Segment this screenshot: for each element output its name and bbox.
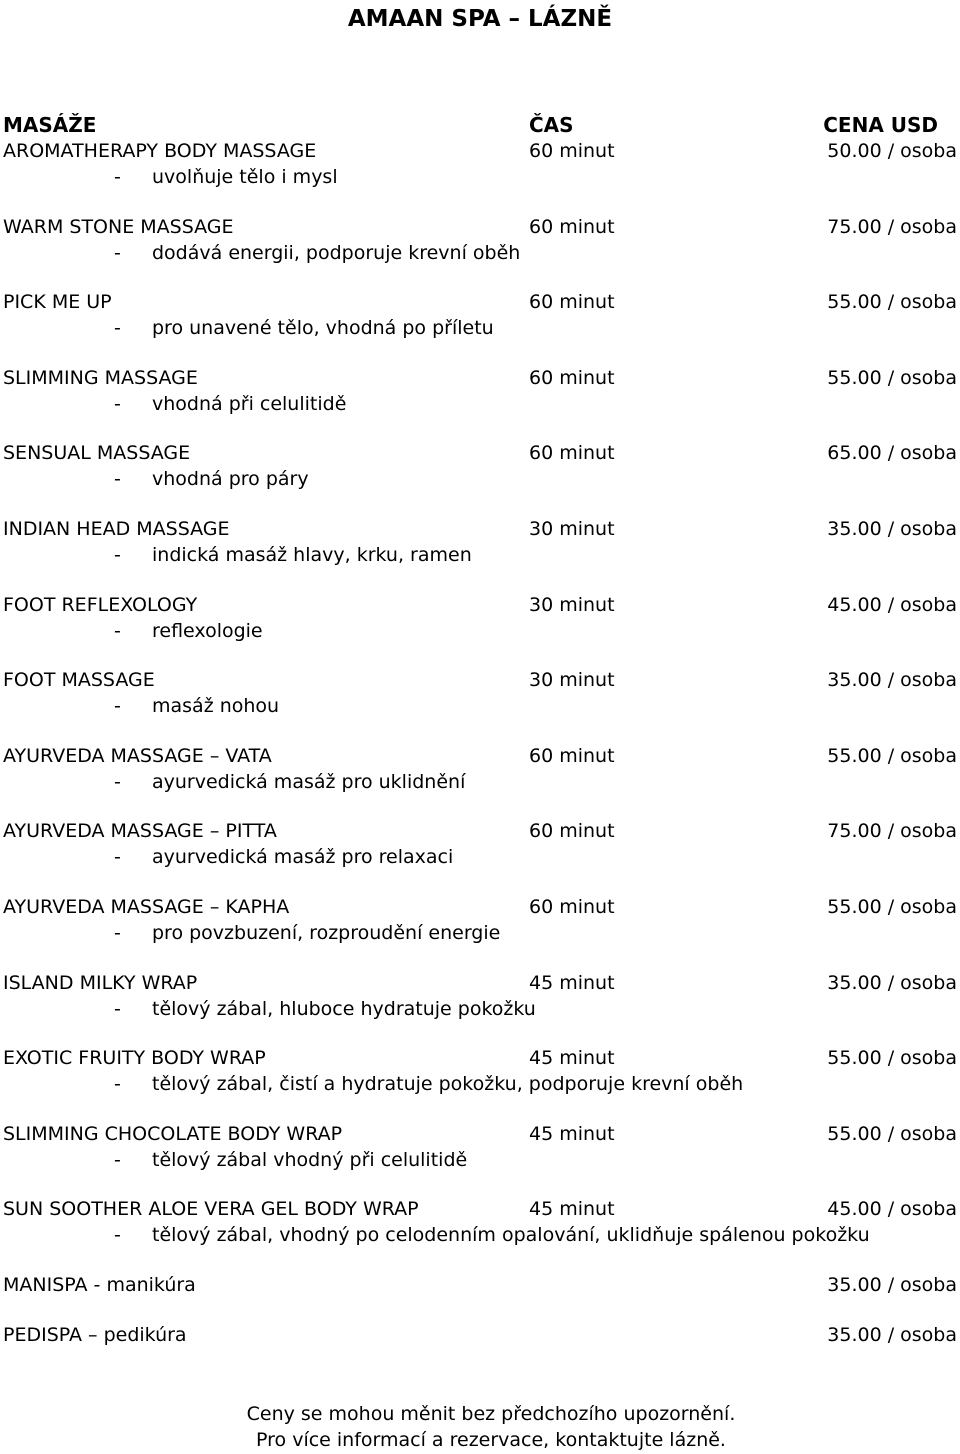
- service-line: [0, 440, 960, 466]
- service-price: 45.00 / osoba: [827, 1198, 957, 1221]
- service-price: 75.00 / osoba: [827, 820, 957, 843]
- service-price: 50.00 / osoba: [827, 140, 957, 162]
- list-item: [0, 592, 960, 668]
- service-price: 45.00 / osoba: [827, 593, 957, 616]
- service-line: [0, 289, 960, 315]
- service-line: [0, 1121, 960, 1147]
- service-description: [0, 1147, 960, 1173]
- list-item: [0, 214, 960, 290]
- service-name: FOOT MASSAGE: [3, 669, 155, 692]
- service-duration: 60 minut: [529, 291, 615, 314]
- service-description: [0, 1222, 960, 1248]
- service-price: 35.00 / osoba: [827, 1273, 957, 1296]
- service-price: 35.00 / osoba: [827, 517, 957, 540]
- service-duration: 45 minut: [529, 1047, 615, 1070]
- service-line: [0, 1322, 960, 1348]
- service-price: 35.00 / osoba: [827, 1323, 957, 1346]
- service-description: [0, 844, 960, 870]
- service-price: 35.00 / osoba: [827, 971, 957, 994]
- service-description: [0, 1071, 960, 1097]
- bullet-dash: -: [114, 1073, 121, 1096]
- bullet-dash: -: [114, 166, 121, 188]
- service-line: [0, 743, 960, 769]
- service-duration: 60 minut: [529, 895, 615, 918]
- service-duration: 45 minut: [529, 971, 615, 994]
- service-price: 35.00 / osoba: [827, 669, 957, 692]
- list-item: [0, 818, 960, 894]
- header-time: ČAS: [529, 113, 574, 137]
- service-description: [0, 769, 960, 795]
- service-name: SLIMMING CHOCOLATE BODY WRAP: [3, 1122, 343, 1145]
- bullet-dash: -: [114, 317, 121, 340]
- service-name: PEDISPA – pedikúra: [3, 1323, 187, 1346]
- bullet-dash: -: [114, 1224, 121, 1247]
- description-text: ayurvedická masáž pro relaxaci: [152, 846, 454, 869]
- list-item: [0, 1121, 960, 1197]
- list-item: [0, 365, 960, 441]
- bullet-dash: -: [114, 241, 121, 264]
- list-item: [0, 1322, 960, 1372]
- service-duration: 60 minut: [529, 366, 615, 389]
- bullet-dash: -: [114, 997, 121, 1020]
- description-text: tělový zábal, hluboce hydratuje pokožku: [152, 997, 536, 1020]
- service-line: [0, 138, 960, 164]
- bullet-dash: -: [114, 695, 121, 718]
- service-price: 65.00 / osoba: [827, 442, 957, 465]
- service-name: AYURVEDA MASSAGE – PITTA: [3, 820, 277, 843]
- service-price: 55.00 / osoba: [827, 1122, 957, 1145]
- list-item: [0, 516, 960, 592]
- service-duration: 60 minut: [529, 820, 615, 843]
- description-text: reflexologie: [152, 619, 263, 642]
- service-duration: 30 minut: [529, 593, 615, 616]
- service-line: [0, 365, 960, 391]
- service-name: AYURVEDA MASSAGE – VATA: [3, 744, 272, 767]
- description-text: vhodná pro páry: [152, 468, 309, 491]
- bullet-dash: -: [114, 1148, 121, 1171]
- service-line: [0, 516, 960, 542]
- service-line: [0, 592, 960, 618]
- service-description: [0, 693, 960, 719]
- description-text: masáž nohou: [152, 695, 280, 718]
- bullet-dash: -: [114, 619, 121, 642]
- description-text: uvolňuje tělo i mysl: [152, 166, 338, 188]
- service-line: [0, 894, 960, 920]
- service-description: [0, 542, 960, 568]
- service-line: [0, 1196, 960, 1222]
- service-name: AYURVEDA MASSAGE – KAPHA: [3, 895, 290, 918]
- header-price: CENA USD: [823, 113, 938, 137]
- service-name: SUN SOOTHER ALOE VERA GEL BODY WRAP: [3, 1198, 419, 1221]
- service-duration: 30 minut: [529, 517, 615, 540]
- description-text: tělový zábal, vhodný po celodenním opalování, uklidňuje spálenou pokožku: [152, 1224, 870, 1247]
- footer-line-1: Ceny se mohou měnit bez předchozího upozornění.: [246, 1403, 736, 1425]
- service-name: PICK ME UP: [3, 291, 112, 314]
- list-item: [0, 440, 960, 516]
- service-line: [0, 214, 960, 240]
- list-item: [0, 138, 960, 214]
- service-price: 55.00 / osoba: [827, 291, 957, 314]
- bullet-dash: -: [114, 921, 121, 944]
- description-text: ayurvedická masáž pro uklidnění: [152, 770, 466, 793]
- service-price: 55.00 / osoba: [827, 744, 957, 767]
- service-description: [0, 996, 960, 1022]
- description-text: pro povzbuzení, rozproudění energie: [152, 921, 501, 944]
- list-item: [0, 667, 960, 743]
- description-text: vhodná při celulitidě: [152, 392, 347, 415]
- service-name: MANISPA - manikúra: [3, 1273, 196, 1296]
- list-item: [0, 894, 960, 970]
- service-description: [0, 240, 960, 266]
- service-duration: 60 minut: [529, 215, 615, 238]
- service-name: WARM STONE MASSAGE: [3, 215, 234, 238]
- service-duration: 45 minut: [529, 1198, 615, 1221]
- description-text: tělový zábal vhodný při celulitidě: [152, 1148, 468, 1171]
- service-name: EXOTIC FRUITY BODY WRAP: [3, 1047, 266, 1070]
- bullet-dash: -: [114, 392, 121, 415]
- service-name: AROMATHERAPY BODY MASSAGE: [3, 140, 317, 162]
- list-item: [0, 1045, 960, 1121]
- service-description: [0, 164, 960, 190]
- service-duration: 60 minut: [529, 140, 615, 162]
- description-text: tělový zábal, čistí a hydratuje pokožku, podporuje krevní oběh: [152, 1073, 744, 1096]
- bullet-dash: -: [114, 543, 121, 566]
- service-line: [0, 1045, 960, 1071]
- service-name: SENSUAL MASSAGE: [3, 442, 191, 465]
- service-description: [0, 618, 960, 644]
- bullet-dash: -: [114, 846, 121, 869]
- service-name: INDIAN HEAD MASSAGE: [3, 517, 230, 540]
- list-item: [0, 289, 960, 365]
- service-description: [0, 391, 960, 417]
- service-name: SLIMMING MASSAGE: [3, 366, 198, 389]
- header-name: MASÁŽE: [3, 113, 97, 137]
- service-description: [0, 920, 960, 946]
- page-title: AMAAN SPA – LÁZNĚ: [347, 6, 613, 32]
- description-text: dodává energii, podporuje krevní oběh: [152, 241, 521, 264]
- service-duration: 45 minut: [529, 1122, 615, 1145]
- list-item: [0, 743, 960, 819]
- service-price: 55.00 / osoba: [827, 1047, 957, 1070]
- service-price: 75.00 / osoba: [827, 215, 957, 238]
- service-line: [0, 818, 960, 844]
- service-line: [0, 970, 960, 996]
- service-name: ISLAND MILKY WRAP: [3, 971, 198, 994]
- service-description: [0, 466, 960, 492]
- service-duration: 30 minut: [529, 669, 615, 692]
- service-list: [0, 138, 960, 1372]
- service-line: [0, 1272, 960, 1298]
- bullet-dash: -: [114, 770, 121, 793]
- service-name: FOOT REFLEXOLOGY: [3, 593, 198, 616]
- bullet-dash: -: [114, 468, 121, 491]
- list-item: [0, 1272, 960, 1322]
- list-item: [0, 970, 960, 1046]
- footer-line-2: Pro více informací a rezervace, kontaktujte lázně.: [256, 1429, 726, 1451]
- table-header: [0, 112, 960, 138]
- service-description: [0, 315, 960, 341]
- footer-note: [0, 1401, 960, 1453]
- service-price: 55.00 / osoba: [827, 895, 957, 918]
- description-text: pro unavené tělo, vhodná po příletu: [152, 317, 494, 340]
- service-line: [0, 667, 960, 693]
- service-price: 55.00 / osoba: [827, 366, 957, 389]
- description-text: indická masáž hlavy, krku, ramen: [152, 543, 472, 566]
- service-duration: 60 minut: [529, 744, 615, 767]
- service-duration: 60 minut: [529, 442, 615, 465]
- list-item: [0, 1196, 960, 1272]
